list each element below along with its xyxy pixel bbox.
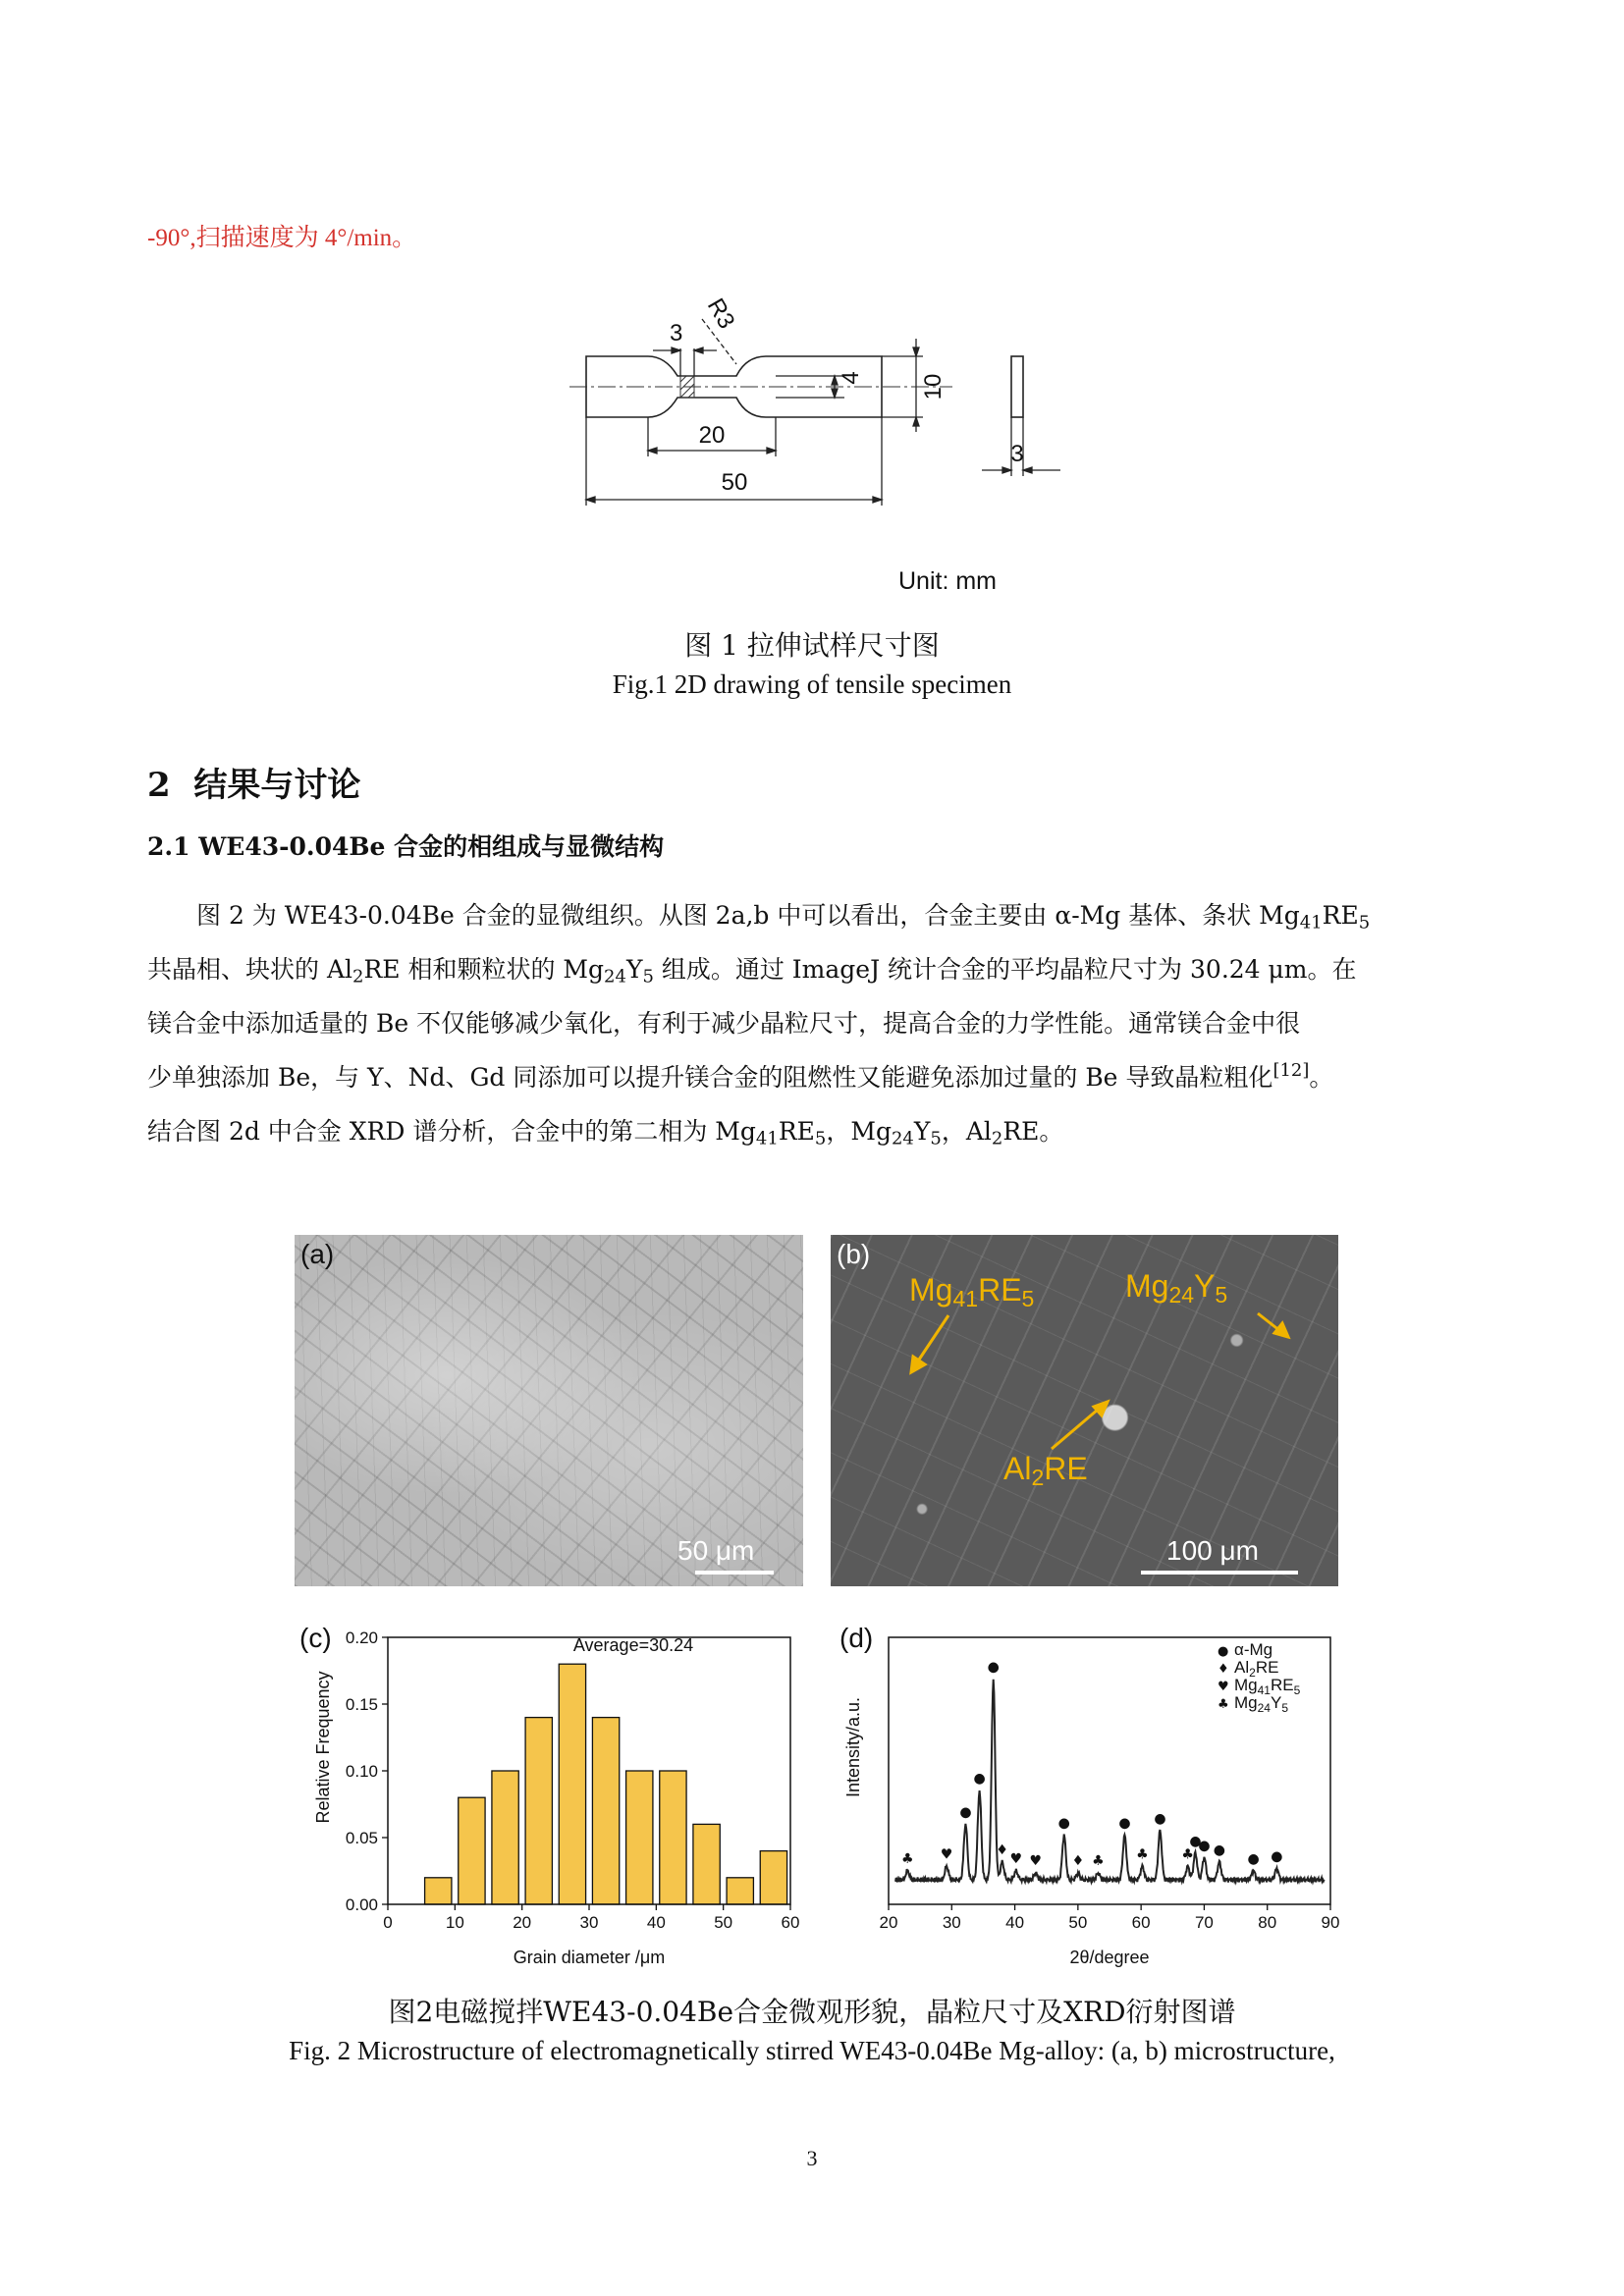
chart-grain-size-histogram xyxy=(290,1610,820,1973)
specimen-side-view xyxy=(1011,356,1023,417)
fig1-caption-cn: 图 1 拉伸试样尺寸图 xyxy=(684,629,940,662)
label-mg24y5: $Mg_{24}Y_5$ xyxy=(1125,1268,1228,1308)
legend-symbol: ● xyxy=(1218,1644,1229,1659)
d-xtick-label: 50 xyxy=(1068,1913,1088,1932)
peak-marker: ♦ xyxy=(1071,1853,1085,1870)
peak-marker: ♣ xyxy=(1092,1853,1105,1870)
label-mg41re5: $Mg_{41}RE_5$ xyxy=(909,1272,1035,1311)
c-xtick-label: 20 xyxy=(513,1913,532,1932)
d-xtick-label: 80 xyxy=(1258,1913,1277,1932)
peak-marker: ● xyxy=(959,1804,972,1821)
histogram-bar xyxy=(425,1878,452,1904)
legend-entry: $Mg_{24}Y_5$ xyxy=(1234,1693,1289,1715)
c-xtick-label: 30 xyxy=(579,1913,599,1932)
average-annotation: Average=30.24 xyxy=(572,1635,694,1655)
d-frame xyxy=(889,1637,1330,1904)
dim-r3: R3 xyxy=(701,294,740,334)
c-xtick-label: 40 xyxy=(646,1913,666,1932)
d-xtick-label: 20 xyxy=(879,1913,898,1932)
scale-bar-b xyxy=(1141,1571,1298,1575)
continuation-line: -90°,扫描速度为 4°/min。 xyxy=(147,225,417,251)
histogram-bar xyxy=(693,1824,720,1904)
panel-a-label: (a) xyxy=(300,1239,335,1269)
panel-c-label: (c) xyxy=(299,1623,332,1653)
peak-marker: ♥ xyxy=(1009,1850,1023,1867)
scale-bar-a xyxy=(695,1571,774,1575)
histogram-bar xyxy=(492,1771,518,1904)
peak-marker: ● xyxy=(987,1659,1000,1676)
body-paragraph: 图 2 为 WE43-0.04Be 合金的显微组织。从图 2a,b 中可以看出，合金主要由 α-Mg 基体、条状 $Mg_{41}RE_5$ 共晶相、块状的 $Al_2RE$ 相和颗粒状的 $Mg_{24}Y_5$ 组成。通过 ImageJ 统计合金的平均晶粒尺寸为 30.24 μm。在 镁合金中添加适量的 Be 不仅能够减少氧化，有利于减少晶粒尺寸，提高合金的力学性能。通常镁合金中很 少单独添加 Be，与 Y、Nd、Gd 同添加可以提升镁合金的阻燃性又能避免添加过量的 Be 导致晶粒粗化[12]。 结合图 2d 中合金 XRD 谱分析，合金中的第二相为 $Mg_{41}RE_5$，$Mg_{24}Y_5$，$Al_2RE$。 xyxy=(147,901,1371,1149)
dim-3-top: 3 xyxy=(670,320,683,347)
c-ytick-label: 0.15 xyxy=(345,1695,378,1714)
histogram-bar xyxy=(660,1771,686,1904)
d-xtick-label: 70 xyxy=(1194,1913,1214,1932)
histogram-bar xyxy=(592,1718,619,1904)
legend-symbol: ♦ xyxy=(1218,1662,1229,1677)
peak-marker: ♣ xyxy=(901,1850,914,1867)
chart-xrd-pattern xyxy=(830,1610,1360,1973)
peak-marker: ♥ xyxy=(940,1846,953,1863)
d-xtick-label: 30 xyxy=(942,1913,961,1932)
subsection-heading: 2.1 WE43-0.04Be 合金的相组成与显微结构 xyxy=(147,832,665,861)
page-number: 3 xyxy=(806,2146,818,2170)
c-xlabel: Grain diameter /μm xyxy=(513,1948,666,1967)
dim-4: 4 xyxy=(838,371,864,385)
fig2-caption-cn: 图2电磁搅拌WE43-0.04Be合金微观形貌，晶粒尺寸及XRD衍射图谱 xyxy=(388,1996,1236,2028)
peak-marker: ♣ xyxy=(1181,1846,1194,1863)
legend-entry: $Mg_{41}RE_5$ xyxy=(1234,1676,1301,1697)
fig2-caption-en: Fig. 2 Microstructure of electromagnetically stirred WE43-0.04Be Mg-alloy: (a, b) microstructure, xyxy=(289,2036,1335,2065)
histogram-bar xyxy=(525,1718,552,1904)
legend-entry: α-Mg xyxy=(1234,1640,1273,1659)
dim-3-side: 3 xyxy=(1010,441,1024,467)
fig1-unit: Unit: mm xyxy=(898,567,997,595)
histogram-bar xyxy=(727,1878,753,1904)
peak-marker: ● xyxy=(1198,1838,1211,1854)
peak-marker: ● xyxy=(973,1771,986,1788)
c-xtick-label: 0 xyxy=(383,1913,393,1932)
peak-marker: ♦ xyxy=(996,1842,1008,1858)
c-ytick-label: 0.10 xyxy=(345,1762,378,1781)
peak-marker: ● xyxy=(1189,1833,1202,1849)
histogram-bar xyxy=(760,1851,786,1904)
d-xtick-label: 90 xyxy=(1321,1913,1340,1932)
c-ytick-label: 0.20 xyxy=(345,1629,378,1647)
legend-entry: $Al_2RE$ xyxy=(1234,1658,1279,1680)
legend-symbol: ♣ xyxy=(1218,1697,1229,1712)
fig1-drawing xyxy=(550,280,1080,604)
d-ylabel: Intensity/a.u. xyxy=(843,1696,863,1798)
c-ylabel: Relative Frequency xyxy=(313,1671,333,1824)
micrograph-b xyxy=(831,1235,1338,1586)
c-ytick-label: 0.05 xyxy=(345,1829,378,1847)
c-xtick-label: 60 xyxy=(781,1913,800,1932)
legend-symbol: ♥ xyxy=(1218,1680,1229,1694)
panel-b-label: (b) xyxy=(837,1239,871,1269)
dim-50: 50 xyxy=(721,469,748,496)
scale-label-b: 100 μm xyxy=(1166,1535,1259,1566)
peak-marker: ● xyxy=(1057,1815,1070,1832)
peak-marker: ● xyxy=(1154,1811,1166,1828)
d-xtick-label: 40 xyxy=(1005,1913,1025,1932)
histogram-bar xyxy=(459,1797,485,1904)
peak-marker: ● xyxy=(1247,1850,1260,1867)
peak-marker: ● xyxy=(1271,1848,1283,1865)
dim-10: 10 xyxy=(920,373,947,400)
histogram-bar xyxy=(559,1664,585,1904)
c-frame xyxy=(388,1637,790,1904)
c-xtick-label: 10 xyxy=(445,1913,464,1932)
peak-marker: ● xyxy=(1118,1815,1131,1832)
annotation-arrows xyxy=(831,1235,1338,1586)
c-xtick-label: 50 xyxy=(714,1913,733,1932)
histogram-bar xyxy=(626,1771,653,1904)
scale-label-a: 50 μm xyxy=(677,1535,755,1566)
c-ytick-label: 0.00 xyxy=(345,1896,378,1914)
fig1-caption-en: Fig.1 2D drawing of tensile specimen xyxy=(612,669,1012,699)
section-heading: 2 结果与讨论 xyxy=(147,766,361,805)
label-al2re: $Al_2RE$ xyxy=(1003,1451,1088,1490)
d-xlabel: 2θ/degree xyxy=(1069,1948,1150,1967)
peak-marker: ♥ xyxy=(1029,1853,1043,1870)
dim-20: 20 xyxy=(698,422,726,449)
d-xtick-label: 60 xyxy=(1131,1913,1151,1932)
micrograph-a xyxy=(295,1235,803,1586)
peak-marker: ● xyxy=(1213,1842,1225,1858)
peak-marker: ♣ xyxy=(1136,1846,1149,1863)
panel-d-label: (d) xyxy=(839,1623,874,1653)
